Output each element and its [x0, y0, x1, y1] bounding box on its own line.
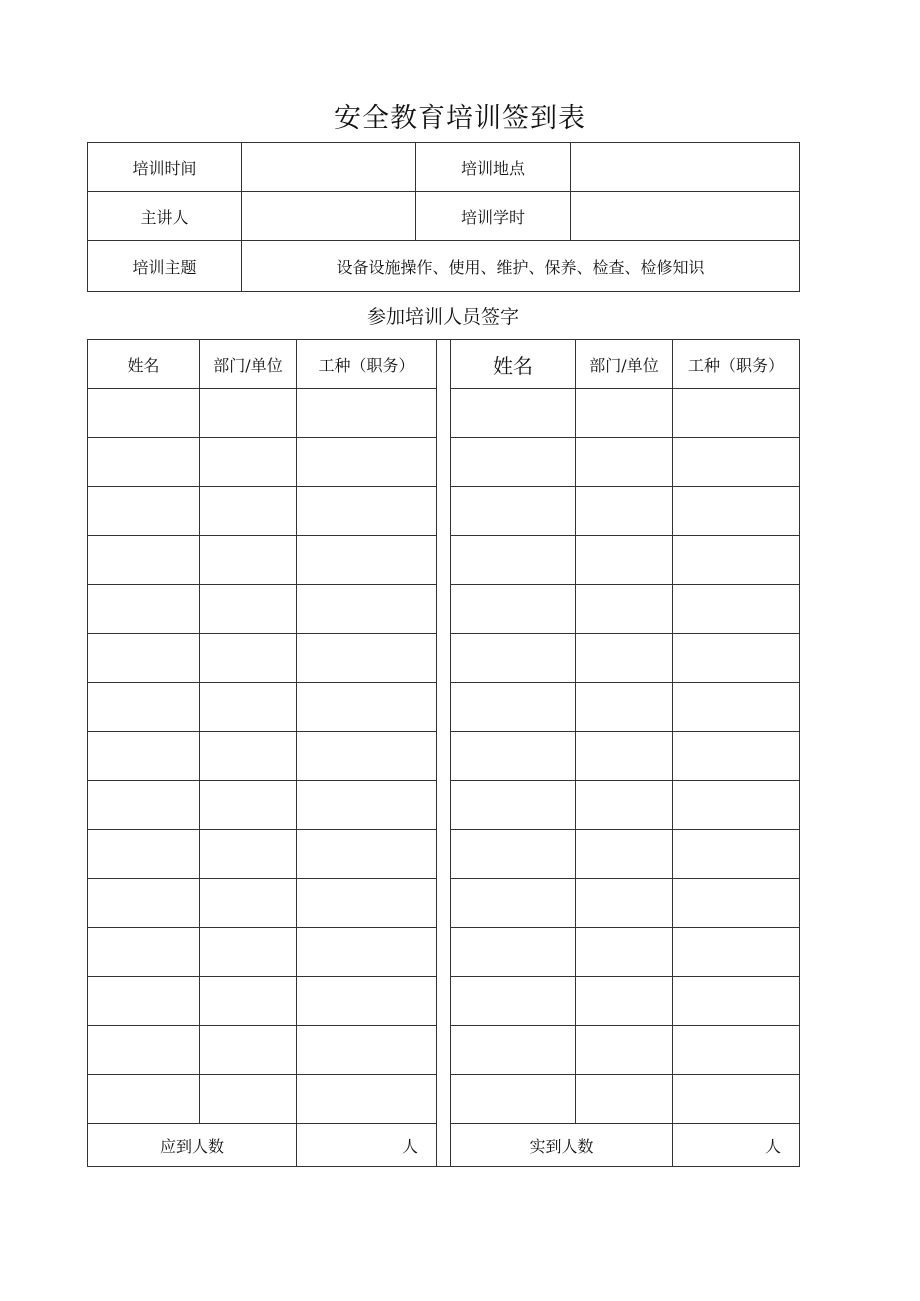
- name-cell[interactable]: [451, 389, 576, 438]
- sign-row: [88, 732, 437, 781]
- department-cell[interactable]: [576, 389, 673, 438]
- name-cell[interactable]: [88, 977, 200, 1026]
- header-position: 工种（职务）: [297, 340, 437, 389]
- sign-row: [451, 634, 800, 683]
- position-cell[interactable]: [297, 389, 437, 438]
- sign-row: [88, 781, 437, 830]
- sign-row: [88, 879, 437, 928]
- department-cell[interactable]: [200, 977, 297, 1026]
- department-cell[interactable]: [200, 389, 297, 438]
- info-row-time-location: [88, 143, 800, 192]
- department-cell[interactable]: [200, 634, 297, 683]
- name-cell[interactable]: [88, 732, 200, 781]
- sign-row: [451, 683, 800, 732]
- position-cell[interactable]: [673, 487, 800, 536]
- sign-row: [451, 1075, 800, 1124]
- sign-row: [88, 585, 437, 634]
- department-cell[interactable]: [200, 536, 297, 585]
- position-cell[interactable]: [297, 585, 437, 634]
- sign-row: [451, 1026, 800, 1075]
- position-cell[interactable]: [297, 879, 437, 928]
- name-cell[interactable]: [88, 438, 200, 487]
- department-cell[interactable]: [576, 487, 673, 536]
- department-cell[interactable]: [200, 487, 297, 536]
- department-cell[interactable]: [200, 879, 297, 928]
- lecturer-field[interactable]: [242, 192, 416, 241]
- position-cell[interactable]: [673, 928, 800, 977]
- position-cell[interactable]: [297, 438, 437, 487]
- department-cell[interactable]: [576, 683, 673, 732]
- sign-row: [88, 536, 437, 585]
- info-row-topic: [88, 241, 800, 292]
- name-cell[interactable]: [88, 585, 200, 634]
- name-cell[interactable]: [88, 683, 200, 732]
- training-time-field[interactable]: [242, 143, 416, 192]
- sign-row: [88, 928, 437, 977]
- position-cell[interactable]: [297, 1075, 437, 1124]
- sign-row: [88, 487, 437, 536]
- name-cell[interactable]: [88, 487, 200, 536]
- sign-table-right: [450, 339, 800, 1167]
- name-cell[interactable]: [88, 879, 200, 928]
- expected-count-label: 应到人数: [88, 1124, 297, 1167]
- name-cell[interactable]: [451, 1026, 576, 1075]
- position-cell[interactable]: [673, 1075, 800, 1124]
- department-cell[interactable]: [576, 732, 673, 781]
- position-cell[interactable]: [673, 830, 800, 879]
- department-cell[interactable]: [576, 977, 673, 1026]
- name-cell[interactable]: [451, 634, 576, 683]
- department-cell[interactable]: [200, 683, 297, 732]
- department-cell[interactable]: [200, 830, 297, 879]
- position-cell[interactable]: [297, 928, 437, 977]
- position-cell[interactable]: [673, 879, 800, 928]
- position-cell[interactable]: [673, 585, 800, 634]
- position-cell[interactable]: [297, 634, 437, 683]
- training-hours-field[interactable]: [571, 192, 800, 241]
- sign-header-row: [451, 340, 800, 389]
- training-location-field[interactable]: [571, 143, 800, 192]
- department-cell[interactable]: [200, 1026, 297, 1075]
- sign-row: [451, 830, 800, 879]
- position-cell[interactable]: [673, 389, 800, 438]
- department-cell[interactable]: [576, 830, 673, 879]
- sign-row: [88, 389, 437, 438]
- name-cell[interactable]: [451, 879, 576, 928]
- name-cell[interactable]: [451, 536, 576, 585]
- name-cell[interactable]: [88, 830, 200, 879]
- name-cell[interactable]: [451, 732, 576, 781]
- department-cell[interactable]: [200, 585, 297, 634]
- sign-row: [451, 487, 800, 536]
- name-cell[interactable]: [451, 830, 576, 879]
- position-cell[interactable]: [673, 683, 800, 732]
- sign-row: [88, 683, 437, 732]
- position-cell[interactable]: [297, 977, 437, 1026]
- topic-label: 培训主题: [88, 241, 242, 292]
- table-gap: [421, 339, 450, 1167]
- training-location-label: 培训地点: [416, 143, 571, 192]
- position-cell[interactable]: [673, 977, 800, 1026]
- department-cell[interactable]: [200, 732, 297, 781]
- name-cell[interactable]: [88, 781, 200, 830]
- name-cell[interactable]: [451, 487, 576, 536]
- expected-count-field[interactable]: 人: [297, 1124, 437, 1167]
- department-cell[interactable]: [200, 928, 297, 977]
- sign-row: [88, 634, 437, 683]
- department-cell[interactable]: [576, 536, 673, 585]
- department-cell[interactable]: [576, 438, 673, 487]
- training-hours-label: 培训学时: [416, 192, 571, 241]
- position-cell[interactable]: [673, 732, 800, 781]
- sign-row: [451, 389, 800, 438]
- department-cell[interactable]: [576, 928, 673, 977]
- position-cell[interactable]: [673, 781, 800, 830]
- name-cell[interactable]: [88, 928, 200, 977]
- position-cell[interactable]: [673, 536, 800, 585]
- position-cell[interactable]: [673, 1026, 800, 1075]
- name-cell[interactable]: [451, 781, 576, 830]
- sign-row: [451, 732, 800, 781]
- department-cell[interactable]: [576, 634, 673, 683]
- sign-row: [451, 879, 800, 928]
- sign-row: [451, 438, 800, 487]
- training-info-table: [87, 142, 800, 292]
- sign-header-row: [88, 340, 437, 389]
- sign-section-title: 参加培训人员签字: [366, 306, 519, 328]
- sign-row: [88, 977, 437, 1026]
- position-cell[interactable]: [297, 781, 437, 830]
- name-cell[interactable]: [451, 977, 576, 1026]
- position-cell[interactable]: [297, 732, 437, 781]
- sign-row: [451, 536, 800, 585]
- lecturer-label: 主讲人: [88, 192, 242, 241]
- sign-row: [451, 781, 800, 830]
- name-cell[interactable]: [451, 928, 576, 977]
- name-cell[interactable]: [451, 683, 576, 732]
- position-cell[interactable]: [673, 634, 800, 683]
- page-title: 安全教育培训签到表: [334, 103, 586, 134]
- sign-row: [88, 1075, 437, 1124]
- sign-row: [451, 585, 800, 634]
- department-cell[interactable]: [200, 438, 297, 487]
- name-cell[interactable]: [451, 585, 576, 634]
- department-cell[interactable]: [576, 879, 673, 928]
- info-row-lecturer-hours: [88, 192, 800, 241]
- header-name: 姓名: [451, 340, 576, 389]
- sign-row: [88, 830, 437, 879]
- sign-row: [451, 977, 800, 1026]
- department-cell[interactable]: [576, 1026, 673, 1075]
- footer-row: [451, 1124, 800, 1167]
- department-cell[interactable]: [576, 585, 673, 634]
- position-cell[interactable]: [297, 683, 437, 732]
- sign-table-left: [87, 339, 437, 1167]
- position-cell[interactable]: [297, 536, 437, 585]
- topic-value: 设备设施操作、使用、维护、保养、检查、检修知识: [242, 241, 800, 292]
- name-cell[interactable]: [451, 1075, 576, 1124]
- sign-row: [88, 1026, 437, 1075]
- footer-row: [88, 1124, 437, 1167]
- position-cell[interactable]: [297, 830, 437, 879]
- department-cell[interactable]: [576, 781, 673, 830]
- name-cell[interactable]: [88, 1026, 200, 1075]
- name-cell[interactable]: [88, 389, 200, 438]
- name-cell[interactable]: [88, 634, 200, 683]
- position-cell[interactable]: [297, 487, 437, 536]
- name-cell[interactable]: [88, 1075, 200, 1124]
- actual-count-field[interactable]: 人: [673, 1124, 800, 1167]
- name-cell[interactable]: [451, 438, 576, 487]
- department-cell[interactable]: [576, 1075, 673, 1124]
- header-department: 部门/单位: [576, 340, 673, 389]
- sign-row: [88, 438, 437, 487]
- header-name: 姓名: [88, 340, 200, 389]
- sign-row: [451, 928, 800, 977]
- department-cell[interactable]: [200, 781, 297, 830]
- header-department: 部门/单位: [200, 340, 297, 389]
- department-cell[interactable]: [200, 1075, 297, 1124]
- position-cell[interactable]: [297, 1026, 437, 1075]
- header-position: 工种（职务）: [673, 340, 800, 389]
- training-time-label: 培训时间: [88, 143, 242, 192]
- actual-count-label: 实到人数: [451, 1124, 673, 1167]
- position-cell[interactable]: [673, 438, 800, 487]
- name-cell[interactable]: [88, 536, 200, 585]
